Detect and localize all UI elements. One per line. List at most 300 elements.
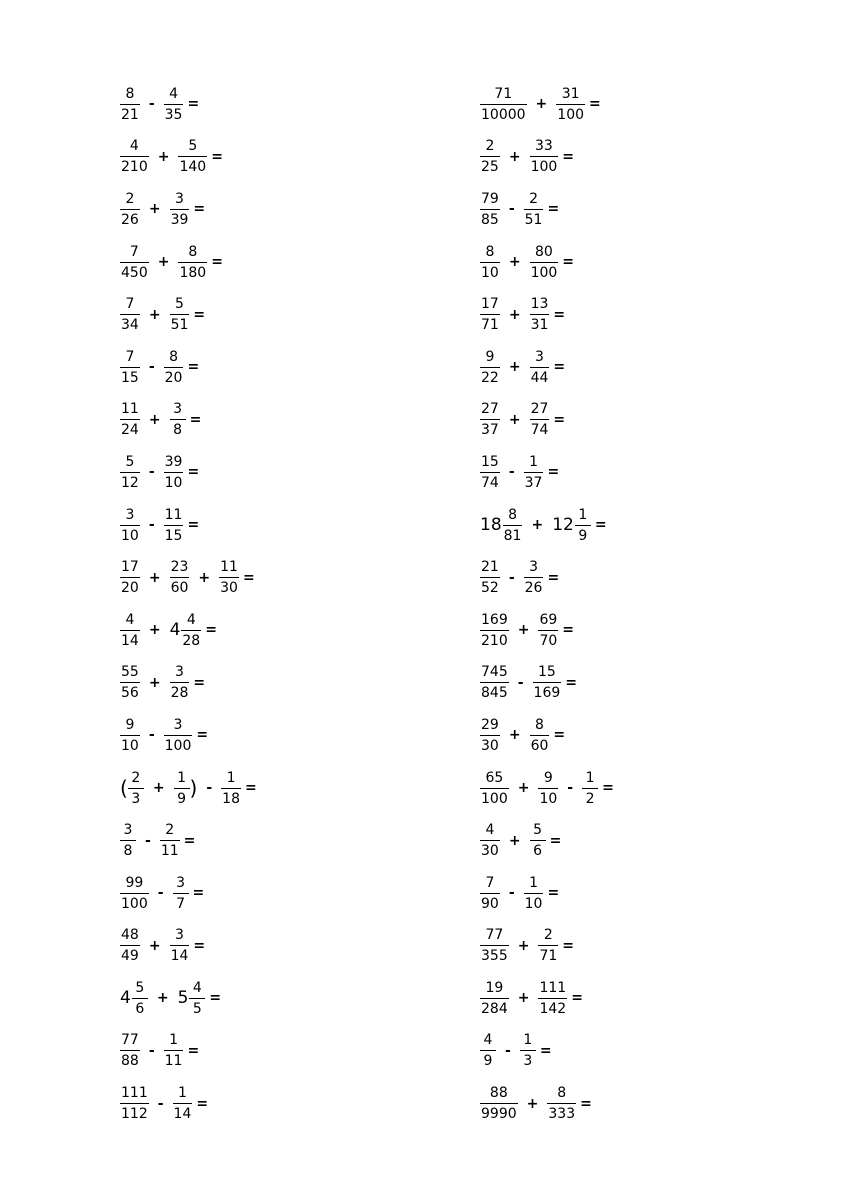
fraction-numerator: 4 — [125, 611, 135, 628]
fraction-numerator: 15 — [481, 453, 499, 470]
fraction-numerator: 1 — [578, 506, 588, 523]
fraction — [120, 560, 140, 595]
fraction — [170, 297, 190, 332]
fraction-denominator: 11 — [160, 840, 180, 858]
whole-number: 4 — [169, 620, 181, 641]
problem-row — [120, 920, 257, 973]
operator: + — [508, 411, 521, 428]
fraction — [120, 928, 140, 963]
fraction — [480, 613, 509, 648]
fraction-numerator: 4 — [192, 979, 202, 996]
fraction — [582, 771, 598, 806]
fraction-denominator: 100 — [120, 893, 149, 911]
fraction — [530, 297, 550, 332]
fraction — [178, 245, 207, 280]
equals-sign: = — [553, 306, 566, 323]
fraction-denominator: 24 — [120, 419, 140, 437]
whole-number: 18 — [480, 515, 502, 536]
equals-sign: = — [589, 96, 601, 113]
fraction — [170, 560, 190, 595]
fraction — [480, 192, 500, 227]
whole-number: 5 — [177, 988, 189, 1009]
fraction-numerator: 169 — [481, 611, 508, 628]
operator: + — [517, 622, 530, 639]
operator: - — [157, 885, 164, 902]
fraction-numerator: 4 — [483, 1032, 493, 1049]
right-problem-column — [480, 78, 614, 1130]
problem-row — [120, 867, 257, 920]
fraction-numerator: 29 — [481, 716, 499, 733]
fraction-numerator: 77 — [485, 927, 504, 944]
fraction — [120, 87, 140, 122]
fraction — [480, 981, 509, 1016]
fraction-denominator: 210 — [480, 630, 509, 648]
operator: - — [508, 885, 515, 902]
fraction-numerator: 8 — [508, 506, 517, 523]
fraction-denominator: 10000 — [480, 104, 527, 122]
fraction-numerator: 2 — [529, 190, 538, 207]
equals-sign: = — [193, 937, 206, 954]
fraction-numerator: 5 — [135, 979, 145, 996]
fraction-numerator: 13 — [530, 296, 549, 313]
fraction — [120, 139, 149, 174]
equals-sign: = — [193, 306, 206, 323]
equals-sign: = — [553, 359, 566, 376]
operator: - — [148, 359, 155, 376]
fraction — [120, 823, 136, 858]
fraction — [120, 350, 140, 385]
fraction-numerator: 99 — [125, 874, 144, 891]
fraction-numerator: 5 — [188, 138, 198, 155]
operator: - — [505, 1042, 511, 1059]
fraction — [120, 1033, 140, 1068]
fraction — [520, 1033, 536, 1068]
fraction — [538, 613, 558, 648]
fraction-numerator: 4 — [186, 611, 196, 628]
equals-sign: = — [553, 727, 566, 744]
fraction-denominator: 333 — [547, 1103, 576, 1121]
fraction — [530, 245, 559, 280]
whole-number: 12 — [552, 515, 574, 536]
equals-sign: = — [594, 517, 607, 534]
fraction-denominator: 70 — [538, 630, 558, 648]
equals-sign: = — [187, 517, 200, 534]
fraction — [530, 718, 550, 753]
operator: - — [508, 201, 515, 218]
equals-sign: = — [580, 1095, 592, 1112]
equals-sign: = — [209, 990, 222, 1007]
equals-sign: = — [183, 832, 196, 849]
operator: + — [508, 306, 521, 323]
equals-sign: = — [602, 780, 614, 797]
operator: - — [148, 517, 155, 534]
equals-sign: = — [562, 937, 575, 954]
problem-row — [120, 288, 257, 341]
equals-sign: = — [562, 148, 575, 165]
fraction-denominator: 20 — [120, 577, 140, 595]
fraction-numerator: 4 — [169, 85, 178, 102]
fraction — [480, 1086, 518, 1121]
fraction-numerator: 8 — [557, 1085, 567, 1102]
problem-row — [480, 1025, 614, 1078]
fraction-denominator: 142 — [538, 998, 567, 1016]
fraction — [480, 297, 500, 332]
fraction — [132, 981, 148, 1016]
fraction-denominator: 100 — [530, 262, 559, 280]
fraction-denominator: 85 — [480, 209, 500, 227]
fraction-numerator: 71 — [494, 85, 513, 102]
operator: - — [508, 569, 515, 586]
fraction — [181, 613, 201, 648]
equals-sign: = — [189, 411, 202, 428]
fraction-numerator: 9 — [125, 716, 135, 733]
fraction-numerator: 8 — [169, 348, 178, 365]
fraction — [530, 139, 559, 174]
fraction-denominator: 100 — [556, 104, 585, 122]
fraction — [530, 823, 546, 858]
fraction — [575, 508, 591, 543]
operator: - — [148, 727, 155, 744]
fraction-denominator: 49 — [120, 945, 140, 963]
operator: + — [148, 622, 161, 639]
fraction-numerator: 9 — [485, 348, 495, 365]
operator: - — [145, 832, 151, 849]
problem-row — [120, 972, 257, 1025]
operator: - — [148, 464, 155, 481]
fraction-numerator: 3 — [529, 559, 538, 576]
fraction — [164, 455, 184, 490]
fraction — [170, 665, 190, 700]
parenthesis: ( — [120, 776, 128, 801]
fraction — [178, 139, 207, 174]
fraction-denominator: 6 — [132, 998, 148, 1016]
problem-row — [120, 1025, 257, 1078]
problem-row — [480, 867, 614, 920]
fraction-numerator: 5 — [125, 453, 135, 470]
fraction-numerator: 48 — [121, 927, 139, 944]
fraction-denominator: 8 — [170, 419, 186, 437]
fraction-denominator: 28 — [170, 682, 190, 700]
fraction-numerator: 3 — [125, 506, 135, 523]
problem-row — [120, 499, 257, 552]
fraction-numerator: 7 — [125, 348, 135, 365]
fraction-numerator: 1 — [177, 769, 186, 786]
operator: + — [198, 569, 211, 586]
fraction-numerator: 21 — [481, 559, 499, 576]
fraction-denominator: 3 — [128, 788, 144, 806]
fraction-numerator: 1 — [523, 1032, 533, 1049]
fraction-numerator: 9 — [543, 769, 553, 786]
operator: + — [526, 1095, 539, 1112]
fraction-denominator: 56 — [120, 682, 140, 700]
fraction-numerator: 27 — [481, 401, 499, 418]
equals-sign: = — [187, 1042, 200, 1059]
equals-sign: = — [571, 990, 583, 1007]
equals-sign: = — [211, 148, 223, 165]
parenthesis: ) — [189, 776, 198, 801]
fraction — [189, 981, 205, 1016]
operator: + — [535, 96, 548, 113]
fraction — [480, 823, 500, 858]
fraction-denominator: 60 — [530, 735, 550, 753]
fraction-denominator: 51 — [170, 314, 190, 332]
operator: + — [157, 148, 170, 165]
problem-row — [480, 183, 614, 236]
fraction — [556, 87, 585, 122]
problem-row — [480, 499, 614, 552]
fraction-denominator: 9 — [174, 788, 190, 806]
problem-row — [480, 78, 614, 131]
equals-sign: = — [196, 727, 209, 744]
fraction-denominator: 355 — [480, 945, 509, 963]
fraction-denominator: 10 — [538, 788, 558, 806]
problem-row — [480, 972, 614, 1025]
problem-row — [480, 762, 614, 815]
equals-sign: = — [547, 569, 560, 586]
fraction — [219, 560, 239, 595]
problem-row — [120, 446, 257, 499]
problem-row — [120, 394, 257, 447]
problem-row — [120, 604, 257, 657]
problem-row — [480, 604, 614, 657]
fraction — [173, 1086, 193, 1121]
fraction-numerator: 15 — [538, 664, 556, 681]
fraction-denominator: 35 — [164, 104, 184, 122]
fraction-numerator: 27 — [530, 401, 549, 418]
fraction — [480, 455, 500, 490]
fraction — [503, 508, 523, 543]
fraction-denominator: 6 — [530, 840, 546, 858]
fraction — [164, 87, 184, 122]
fraction-numerator: 3 — [535, 348, 544, 365]
fraction — [164, 508, 184, 543]
equals-sign: = — [547, 464, 560, 481]
fraction — [524, 876, 544, 911]
fraction — [120, 455, 140, 490]
fraction — [173, 876, 189, 911]
fraction-numerator: 11 — [121, 401, 139, 418]
problem-row — [480, 709, 614, 762]
fraction-denominator: 28 — [181, 630, 201, 648]
problem-row — [480, 657, 614, 710]
operator: + — [157, 254, 170, 271]
fraction-numerator: 4 — [129, 138, 139, 155]
problem-row — [480, 394, 614, 447]
equals-sign: = — [565, 674, 578, 691]
fraction-denominator: 15 — [164, 525, 184, 543]
fraction-numerator: 1 — [585, 769, 595, 786]
fraction — [120, 876, 149, 911]
fraction — [538, 928, 558, 963]
fraction-denominator: 90 — [480, 893, 500, 911]
problem-row — [480, 551, 614, 604]
operator: + — [531, 517, 544, 534]
fraction-numerator: 88 — [489, 1085, 508, 1102]
fraction-denominator: 112 — [120, 1103, 149, 1121]
fraction-numerator: 3 — [176, 874, 185, 891]
problem-row — [480, 814, 614, 867]
fraction-numerator: 11 — [220, 559, 238, 576]
fraction-numerator: 19 — [485, 979, 504, 996]
fraction-denominator: 210 — [120, 156, 149, 174]
operator: + — [148, 569, 161, 586]
fraction-denominator: 31 — [530, 314, 550, 332]
fraction — [480, 1033, 496, 1068]
equals-sign: = — [553, 411, 566, 428]
operator: + — [148, 201, 161, 218]
fraction — [120, 297, 140, 332]
fraction-numerator: 77 — [121, 1032, 139, 1049]
fraction — [170, 402, 186, 437]
fraction — [480, 350, 500, 385]
operator: + — [148, 411, 161, 428]
fraction-denominator: 30 — [219, 577, 239, 595]
problem-row — [120, 183, 257, 236]
fraction-denominator: 9990 — [480, 1103, 518, 1121]
operator: + — [508, 832, 521, 849]
fraction-denominator: 100 — [530, 156, 559, 174]
fraction-denominator: 51 — [524, 209, 544, 227]
fraction-denominator: 26 — [120, 209, 140, 227]
fraction-denominator: 30 — [480, 735, 500, 753]
fraction-denominator: 14 — [120, 630, 140, 648]
fraction — [128, 771, 144, 806]
problem-row — [120, 1077, 257, 1130]
fraction-denominator: 81 — [503, 525, 523, 543]
fraction-numerator: 5 — [175, 296, 184, 313]
fraction — [164, 718, 193, 753]
operator: + — [156, 990, 169, 1007]
fraction — [120, 192, 140, 227]
fraction-denominator: 37 — [480, 419, 500, 437]
fraction-denominator: 71 — [480, 314, 500, 332]
operator: + — [148, 306, 161, 323]
equals-sign: = — [547, 201, 560, 218]
fraction — [530, 402, 550, 437]
problem-row — [120, 341, 257, 394]
fraction — [221, 771, 241, 806]
fraction-numerator: 11 — [164, 506, 183, 523]
fraction-denominator: 88 — [120, 1050, 140, 1068]
operator: + — [517, 990, 530, 1007]
problem-row — [120, 657, 257, 710]
equals-sign: = — [187, 359, 200, 376]
fraction-denominator: 9 — [480, 1050, 496, 1068]
fraction-denominator: 44 — [530, 367, 550, 385]
fraction-denominator: 180 — [178, 262, 207, 280]
fraction — [533, 665, 562, 700]
fraction-numerator: 17 — [121, 559, 139, 576]
problem-row — [120, 551, 257, 604]
fraction — [120, 508, 140, 543]
fraction-numerator: 8 — [485, 243, 495, 260]
equals-sign: = — [547, 885, 560, 902]
fraction-numerator: 3 — [173, 401, 183, 418]
fraction-numerator: 55 — [121, 664, 139, 681]
problem-row — [120, 78, 257, 131]
fraction-denominator: 7 — [173, 893, 189, 911]
fraction-denominator: 10 — [480, 262, 500, 280]
whole-number: 4 — [120, 988, 131, 1009]
fraction-numerator: 2 — [125, 190, 135, 207]
fraction — [164, 1033, 184, 1068]
fraction-denominator: 10 — [120, 525, 140, 543]
operator: - — [157, 1095, 164, 1112]
fraction — [160, 823, 180, 858]
problem-row — [480, 236, 614, 289]
operator: - — [517, 674, 524, 691]
equals-sign: = — [187, 96, 200, 113]
fraction-denominator: 60 — [170, 577, 190, 595]
equals-sign: = — [187, 464, 200, 481]
fraction — [480, 139, 500, 174]
fraction-denominator: 14 — [170, 945, 190, 963]
fraction — [120, 665, 140, 700]
fraction — [120, 245, 149, 280]
fraction-numerator: 1 — [177, 1085, 187, 1102]
fraction-denominator: 30 — [480, 840, 500, 858]
fraction-numerator: 39 — [164, 453, 183, 470]
operator: - — [567, 780, 574, 797]
fraction — [174, 771, 190, 806]
fraction-numerator: 79 — [481, 190, 499, 207]
fraction — [530, 350, 550, 385]
problem-row — [480, 920, 614, 973]
fraction — [547, 1086, 576, 1121]
fraction-numerator: 1 — [169, 1032, 178, 1049]
fraction-denominator: 140 — [178, 156, 207, 174]
problem-row — [120, 709, 257, 762]
fraction — [538, 771, 558, 806]
fraction-numerator: 8 — [535, 716, 544, 733]
fraction-denominator: 39 — [170, 209, 190, 227]
fraction-denominator: 37 — [524, 472, 544, 490]
fraction-denominator: 21 — [120, 104, 140, 122]
problem-row — [120, 814, 257, 867]
fraction-numerator: 1 — [226, 769, 236, 786]
fraction — [480, 87, 527, 122]
fraction — [120, 1086, 149, 1121]
fraction — [120, 613, 140, 648]
fraction-numerator: 7 — [485, 874, 495, 891]
problem-row — [480, 341, 614, 394]
fraction-denominator: 15 — [120, 367, 140, 385]
fraction-denominator: 20 — [164, 367, 184, 385]
fraction-numerator: 2 — [131, 769, 141, 786]
operator: - — [148, 1042, 155, 1059]
fraction — [120, 402, 140, 437]
fraction-numerator: 5 — [533, 822, 543, 839]
fraction — [120, 718, 140, 753]
equals-sign: = — [242, 569, 255, 586]
fraction-denominator: 11 — [164, 1050, 184, 1068]
equals-sign: = — [211, 254, 223, 271]
equals-sign: = — [562, 622, 575, 639]
fraction-numerator: 80 — [535, 243, 553, 260]
fraction-denominator: 74 — [530, 419, 550, 437]
fraction-denominator: 845 — [480, 682, 509, 700]
left-problem-column — [120, 78, 257, 1130]
fraction — [524, 192, 544, 227]
fraction — [170, 928, 190, 963]
operator: + — [148, 674, 161, 691]
fraction-numerator: 3 — [175, 664, 184, 681]
fraction-numerator: 69 — [539, 611, 558, 628]
fraction — [170, 192, 190, 227]
fraction — [480, 402, 500, 437]
fraction-denominator: 169 — [533, 682, 562, 700]
fraction-numerator: 3 — [123, 822, 133, 839]
